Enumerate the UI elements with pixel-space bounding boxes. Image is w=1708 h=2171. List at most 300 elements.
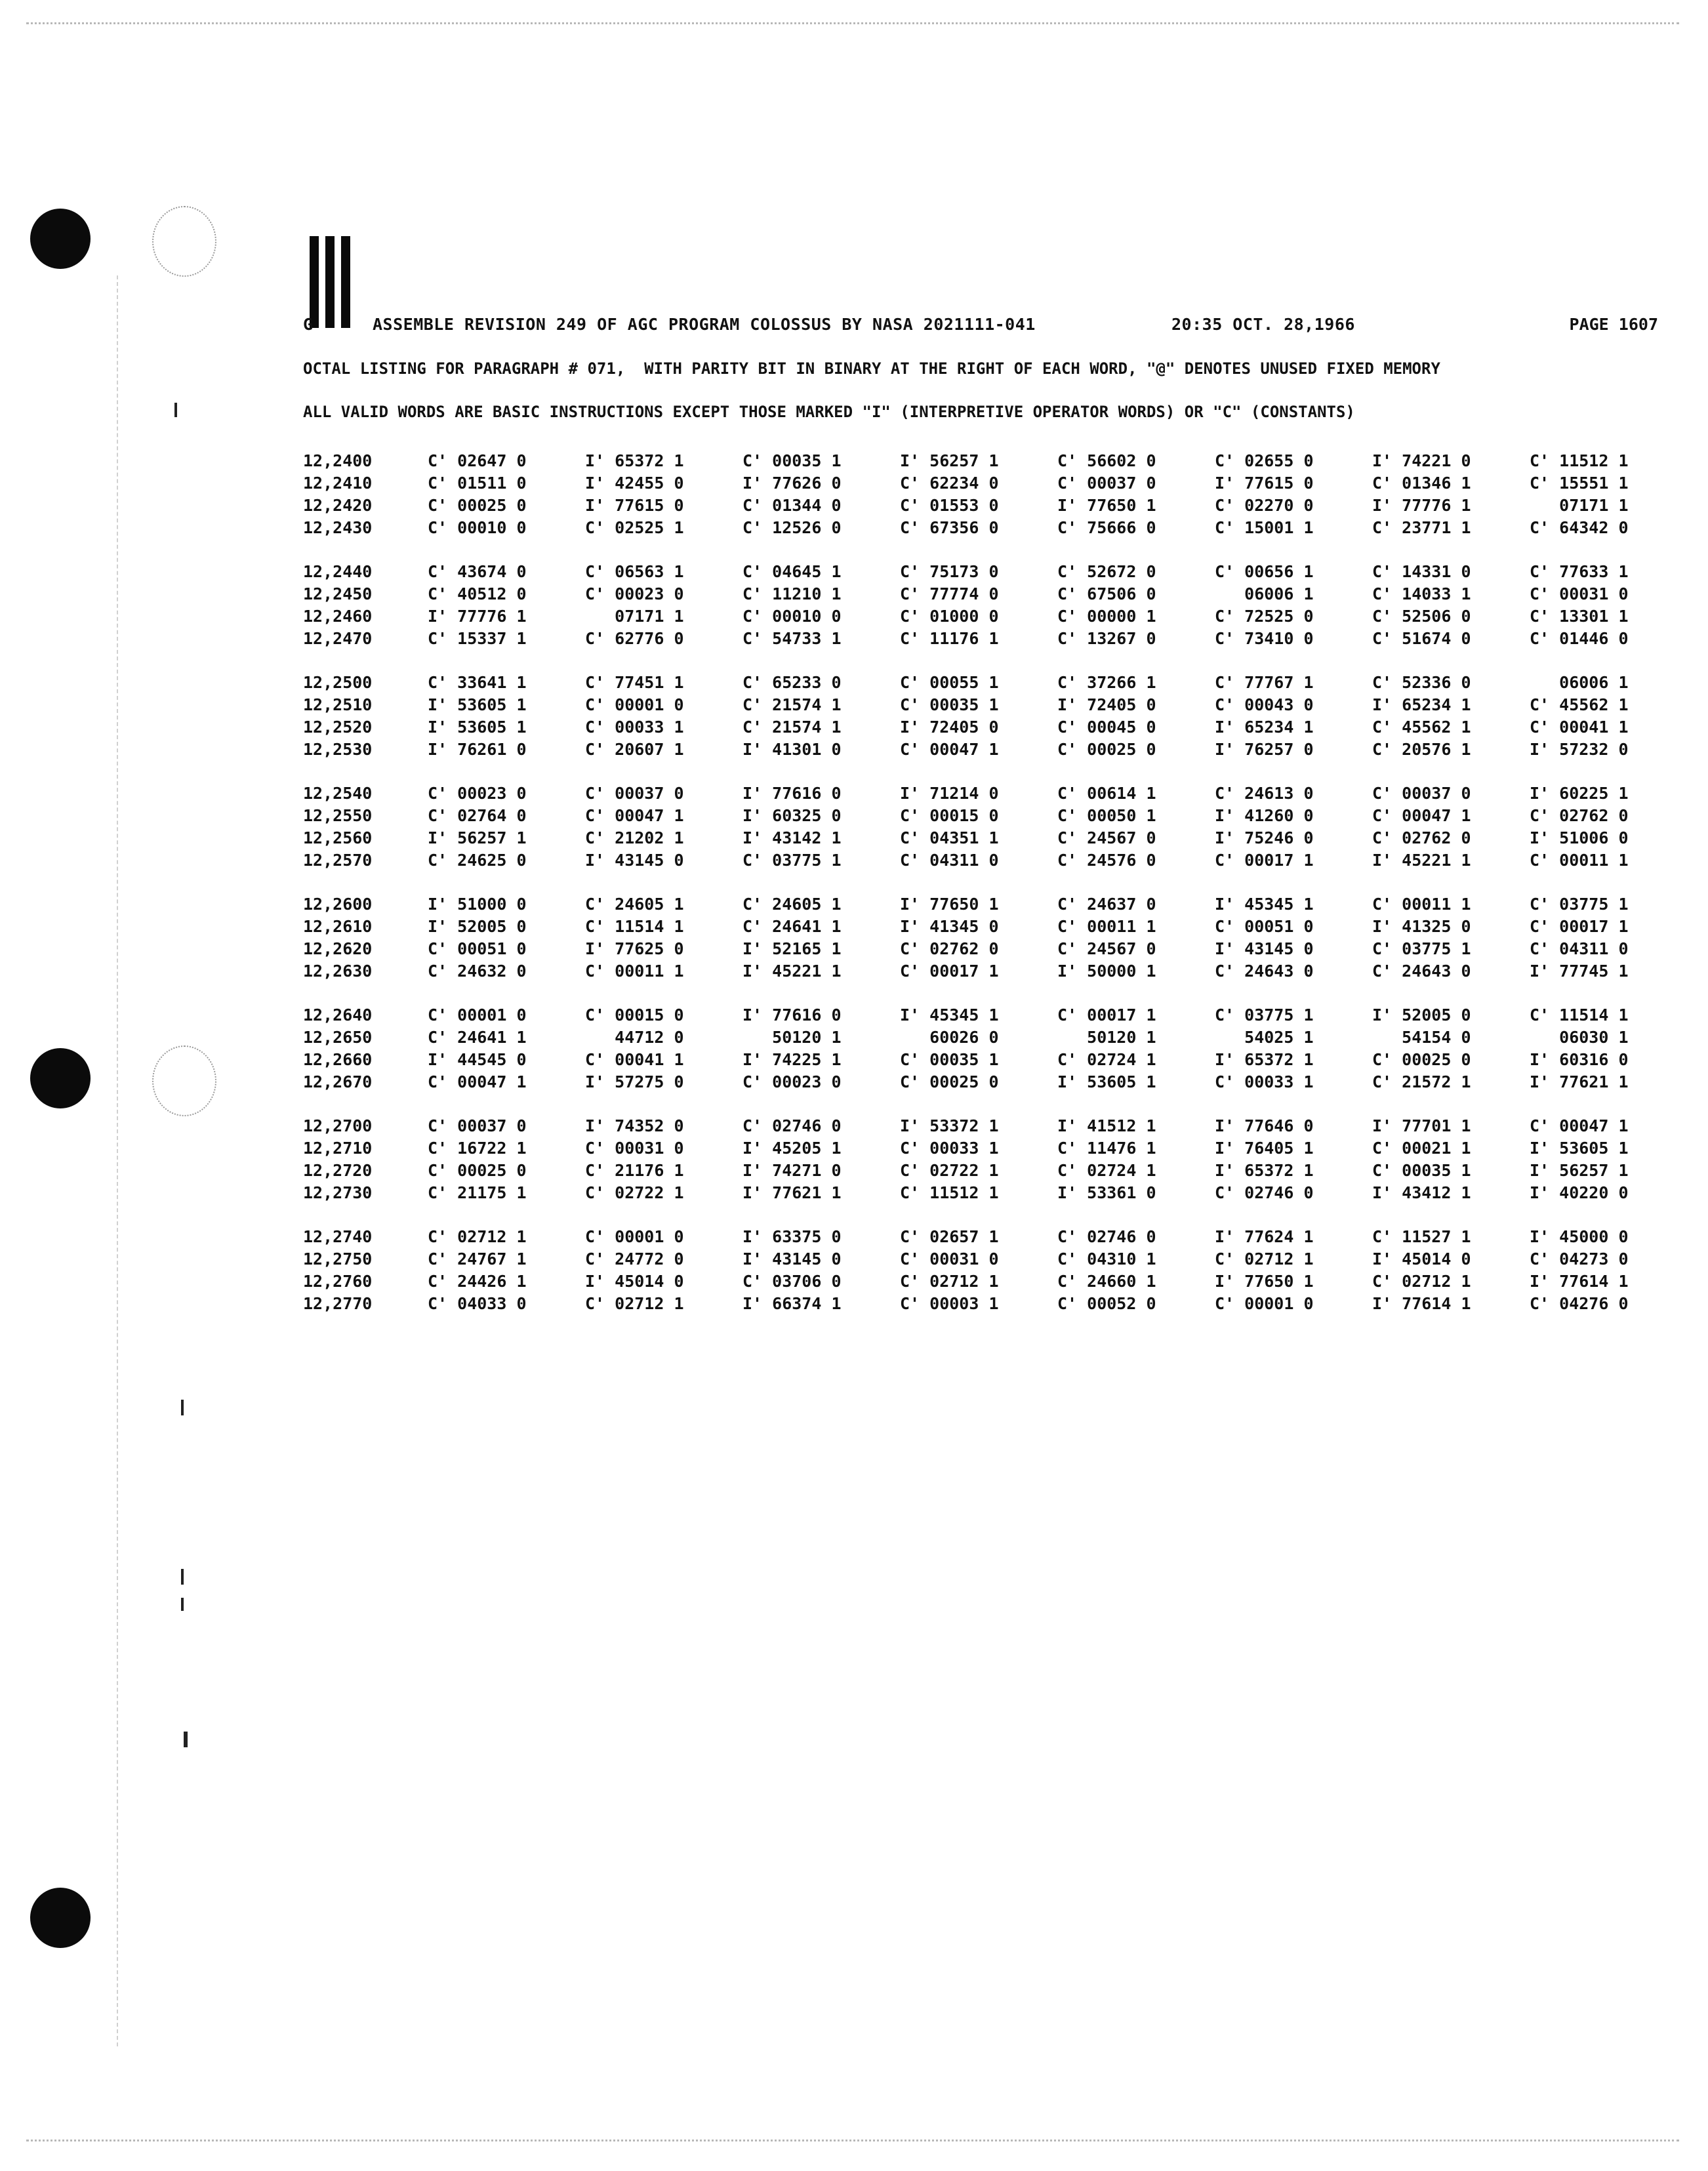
octal-word: C' 01344 0 bbox=[742, 496, 842, 515]
row-address: 12,2670 bbox=[303, 1072, 373, 1091]
octal-word: C' 73410 0 bbox=[1215, 629, 1314, 648]
octal-word: I' 53605 1 bbox=[428, 718, 527, 737]
octal-word: I' 45014 0 bbox=[1372, 1249, 1471, 1268]
octal-word: C' 00011 1 bbox=[585, 962, 684, 981]
octal-word: C' 11476 1 bbox=[1057, 1139, 1156, 1158]
margin-tick bbox=[181, 1598, 184, 1611]
octal-word: C' 01446 0 bbox=[1530, 629, 1629, 648]
octal-word: I' 77614 1 bbox=[1530, 1272, 1629, 1291]
octal-word: C' 00033 1 bbox=[900, 1139, 999, 1158]
octal-word: C' 01346 1 bbox=[1372, 474, 1471, 493]
octal-word: C' 14033 1 bbox=[1372, 584, 1471, 603]
octal-word: C' 12526 0 bbox=[742, 518, 842, 537]
octal-word: C' 00025 0 bbox=[1372, 1050, 1471, 1069]
octal-word: I' 51006 0 bbox=[1530, 828, 1629, 847]
octal-word: C' 00033 1 bbox=[585, 718, 684, 737]
octal-word: C' 00037 0 bbox=[1057, 474, 1156, 493]
row-address: 12,2630 bbox=[303, 962, 373, 981]
octal-word: 06030 1 bbox=[1530, 1028, 1629, 1047]
margin-tick bbox=[184, 1732, 188, 1747]
octal-word: C' 00055 1 bbox=[900, 673, 999, 692]
octal-word: C' 00047 1 bbox=[900, 740, 999, 759]
margin-tick bbox=[174, 403, 177, 417]
row-address: 12,2600 bbox=[303, 895, 373, 914]
octal-word: C' 24643 0 bbox=[1372, 962, 1471, 981]
binder-hole-middle bbox=[30, 1048, 91, 1108]
octal-word: C' 03706 0 bbox=[742, 1272, 842, 1291]
octal-word: 50120 1 bbox=[742, 1028, 842, 1047]
octal-word: I' 43145 0 bbox=[585, 851, 684, 870]
octal-word: C' 11512 1 bbox=[900, 1183, 999, 1202]
row-address: 12,2720 bbox=[303, 1161, 373, 1180]
octal-word: C' 13267 0 bbox=[1057, 629, 1156, 648]
row-address: 12,2430 bbox=[303, 518, 373, 537]
row-address: 12,2410 bbox=[303, 474, 373, 493]
octal-word: 54154 0 bbox=[1372, 1028, 1471, 1047]
margin-tick bbox=[181, 1400, 184, 1415]
octal-word: C' 00614 1 bbox=[1057, 784, 1156, 803]
scan-edge-top bbox=[26, 22, 1679, 24]
octal-word: C' 00052 0 bbox=[1057, 1294, 1156, 1313]
octal-word: I' 66374 1 bbox=[742, 1294, 842, 1313]
octal-word: 54025 1 bbox=[1215, 1028, 1314, 1047]
row-address: 12,2540 bbox=[303, 784, 373, 803]
row-address: 12,2570 bbox=[303, 851, 373, 870]
octal-word: C' 24613 0 bbox=[1215, 784, 1314, 803]
octal-word: I' 45345 1 bbox=[900, 1005, 999, 1025]
octal-word: C' 02746 0 bbox=[1057, 1227, 1156, 1246]
octal-word: C' 11514 1 bbox=[1530, 1005, 1629, 1025]
binder-hole-ghost-top bbox=[152, 206, 216, 277]
octal-word: C' 00015 0 bbox=[585, 1005, 684, 1025]
margin-tick bbox=[181, 1569, 184, 1585]
octal-word: I' 77616 0 bbox=[742, 1005, 842, 1025]
octal-word: I' 77621 1 bbox=[1530, 1072, 1629, 1091]
octal-word: I' 77776 1 bbox=[428, 607, 527, 626]
octal-word: C' 54733 1 bbox=[742, 629, 842, 648]
row-address: 12,2440 bbox=[303, 562, 373, 581]
octal-word: C' 24643 0 bbox=[1215, 962, 1314, 981]
octal-word: I' 41345 0 bbox=[900, 917, 999, 936]
octal-word: C' 04645 1 bbox=[742, 562, 842, 581]
octal-word: C' 51674 0 bbox=[1372, 629, 1471, 648]
octal-word: C' 00031 0 bbox=[585, 1139, 684, 1158]
octal-word: C' 00015 0 bbox=[900, 806, 999, 825]
octal-word: I' 53605 1 bbox=[428, 695, 527, 714]
octal-word: C' 00025 0 bbox=[428, 496, 527, 515]
octal-word: C' 21175 1 bbox=[428, 1183, 527, 1202]
octal-word: C' 11512 1 bbox=[1530, 451, 1629, 470]
octal-word: C' 24632 0 bbox=[428, 962, 527, 981]
octal-word: C' 00001 0 bbox=[585, 695, 684, 714]
octal-word: C' 01000 0 bbox=[900, 607, 999, 626]
octal-word: C' 64342 0 bbox=[1530, 518, 1629, 537]
row-address: 12,2760 bbox=[303, 1272, 373, 1291]
octal-word: I' 60316 0 bbox=[1530, 1050, 1629, 1069]
octal-word: I' 65234 1 bbox=[1372, 695, 1471, 714]
row-address: 12,2700 bbox=[303, 1116, 373, 1135]
octal-word: C' 04273 0 bbox=[1530, 1249, 1629, 1268]
octal-word: C' 24625 0 bbox=[428, 851, 527, 870]
octal-word: C' 77767 1 bbox=[1215, 673, 1314, 692]
octal-word: C' 04351 1 bbox=[900, 828, 999, 847]
octal-word: C' 02746 0 bbox=[742, 1116, 842, 1135]
octal-word: I' 52165 1 bbox=[742, 939, 842, 958]
octal-word: C' 00017 1 bbox=[1215, 851, 1314, 870]
octal-word: I' 45345 1 bbox=[1215, 895, 1314, 914]
octal-word: C' 00025 0 bbox=[428, 1161, 527, 1180]
octal-word: C' 02655 0 bbox=[1215, 451, 1314, 470]
octal-word: I' 77614 1 bbox=[1372, 1294, 1471, 1313]
octal-word: I' 77650 1 bbox=[900, 895, 999, 914]
octal-word: I' 65372 1 bbox=[585, 451, 684, 470]
octal-word: C' 02746 0 bbox=[1215, 1183, 1314, 1202]
octal-word: C' 67356 0 bbox=[900, 518, 999, 537]
octal-word: I' 51000 0 bbox=[428, 895, 527, 914]
octal-word: I' 77701 1 bbox=[1372, 1116, 1471, 1135]
row-address: 12,2610 bbox=[303, 917, 373, 936]
row-address: 12,2750 bbox=[303, 1249, 373, 1268]
octal-word: C' 24641 1 bbox=[742, 917, 842, 936]
binder-hole-top bbox=[30, 209, 91, 269]
octal-word: C' 23771 1 bbox=[1372, 518, 1471, 537]
octal-word: C' 00003 1 bbox=[900, 1294, 999, 1313]
octal-word: C' 02722 1 bbox=[900, 1161, 999, 1180]
octal-word: 06006 1 bbox=[1215, 584, 1314, 603]
octal-word: I' 45221 1 bbox=[1372, 851, 1471, 870]
octal-word: C' 02762 0 bbox=[1530, 806, 1629, 825]
octal-word: C' 14331 0 bbox=[1372, 562, 1471, 581]
octal-word: C' 24605 1 bbox=[742, 895, 842, 914]
octal-word: C' 02712 1 bbox=[900, 1272, 999, 1291]
octal-word: C' 24641 1 bbox=[428, 1028, 527, 1047]
octal-word: C' 00047 1 bbox=[428, 1072, 527, 1091]
octal-word: 60026 0 bbox=[900, 1028, 999, 1047]
octal-word: C' 00037 0 bbox=[585, 784, 684, 803]
octal-word: C' 00021 1 bbox=[1372, 1139, 1471, 1158]
binder-margin bbox=[117, 275, 118, 2046]
octal-word: 50120 1 bbox=[1057, 1028, 1156, 1047]
octal-word: C' 03775 1 bbox=[1215, 1005, 1314, 1025]
octal-word: I' 77646 0 bbox=[1215, 1116, 1314, 1135]
octal-word: I' 53605 1 bbox=[1057, 1072, 1156, 1091]
octal-word: I' 57232 0 bbox=[1530, 740, 1629, 759]
octal-word: I' 56257 1 bbox=[900, 451, 999, 470]
octal-word: C' 00025 0 bbox=[1057, 740, 1156, 759]
octal-word: C' 24567 0 bbox=[1057, 939, 1156, 958]
octal-word: C' 65233 0 bbox=[742, 673, 842, 692]
row-address: 12,2530 bbox=[303, 740, 373, 759]
octal-word: I' 42455 0 bbox=[585, 474, 684, 493]
octal-word: C' 72525 0 bbox=[1215, 607, 1314, 626]
octal-word: C' 24767 1 bbox=[428, 1249, 527, 1268]
page-number: PAGE 1607 bbox=[1569, 315, 1658, 334]
octal-word: I' 76257 0 bbox=[1215, 740, 1314, 759]
octal-word: C' 02762 0 bbox=[900, 939, 999, 958]
octal-word: C' 00017 1 bbox=[1530, 917, 1629, 936]
octal-word: C' 02724 1 bbox=[1057, 1050, 1156, 1069]
octal-word: C' 21202 1 bbox=[585, 828, 684, 847]
octal-word: C' 00031 0 bbox=[1530, 584, 1629, 603]
octal-word: C' 00035 1 bbox=[900, 1050, 999, 1069]
octal-word: C' 40512 0 bbox=[428, 584, 527, 603]
row-address: 12,2500 bbox=[303, 673, 373, 692]
octal-word: C' 00041 1 bbox=[585, 1050, 684, 1069]
octal-word: I' 77616 0 bbox=[742, 784, 842, 803]
scan-edge-bottom bbox=[26, 2140, 1679, 2141]
octal-word: C' 01553 0 bbox=[900, 496, 999, 515]
row-address: 12,2520 bbox=[303, 718, 373, 737]
row-address: 12,2510 bbox=[303, 695, 373, 714]
octal-word: C' 02270 0 bbox=[1215, 496, 1314, 515]
octal-word: I' 41325 0 bbox=[1372, 917, 1471, 936]
octal-word: C' 02712 1 bbox=[585, 1294, 684, 1313]
octal-word: C' 00001 0 bbox=[585, 1227, 684, 1246]
row-address: 12,2420 bbox=[303, 496, 373, 515]
row-address: 12,2740 bbox=[303, 1227, 373, 1246]
octal-word: I' 43142 1 bbox=[742, 828, 842, 847]
octal-word: C' 00023 0 bbox=[585, 584, 684, 603]
octal-word: I' 45205 1 bbox=[742, 1139, 842, 1158]
row-address: 12,2550 bbox=[303, 806, 373, 825]
octal-word: C' 13301 1 bbox=[1530, 607, 1629, 626]
octal-word: I' 44545 0 bbox=[428, 1050, 527, 1069]
octal-word: I' 43145 0 bbox=[742, 1249, 842, 1268]
octal-word: I' 60225 1 bbox=[1530, 784, 1629, 803]
octal-word: I' 41260 0 bbox=[1215, 806, 1314, 825]
octal-word: C' 11176 1 bbox=[900, 629, 999, 648]
octal-word: C' 00011 1 bbox=[1372, 895, 1471, 914]
octal-word: C' 00031 0 bbox=[900, 1249, 999, 1268]
octal-word: I' 50000 1 bbox=[1057, 962, 1156, 981]
octal-word: C' 24637 0 bbox=[1057, 895, 1156, 914]
octal-word: I' 40220 0 bbox=[1530, 1183, 1629, 1202]
octal-word: C' 00035 1 bbox=[1372, 1161, 1471, 1180]
octal-word: I' 77650 1 bbox=[1057, 496, 1156, 515]
octal-word: I' 41301 0 bbox=[742, 740, 842, 759]
octal-word: C' 00001 0 bbox=[1215, 1294, 1314, 1313]
octal-word: I' 56257 1 bbox=[428, 828, 527, 847]
octal-word: I' 43412 1 bbox=[1372, 1183, 1471, 1202]
octal-word: C' 00033 1 bbox=[1215, 1072, 1314, 1091]
octal-word: I' 76405 1 bbox=[1215, 1139, 1314, 1158]
octal-word: I' 71214 0 bbox=[900, 784, 999, 803]
octal-word: I' 77615 0 bbox=[1215, 474, 1314, 493]
octal-word: C' 00023 0 bbox=[742, 1072, 842, 1091]
octal-word: I' 45221 1 bbox=[742, 962, 842, 981]
octal-word: C' 00656 1 bbox=[1215, 562, 1314, 581]
octal-word: C' 52506 0 bbox=[1372, 607, 1471, 626]
octal-word: C' 00011 1 bbox=[1530, 851, 1629, 870]
octal-word: C' 00037 0 bbox=[1372, 784, 1471, 803]
marker-bars bbox=[310, 236, 352, 328]
octal-word: I' 77615 0 bbox=[585, 496, 684, 515]
octal-word: C' 24567 0 bbox=[1057, 828, 1156, 847]
octal-word: C' 15551 1 bbox=[1530, 474, 1629, 493]
octal-word: C' 00051 0 bbox=[428, 939, 527, 958]
octal-word: C' 02712 1 bbox=[1215, 1249, 1314, 1268]
binder-hole-ghost-middle bbox=[152, 1045, 216, 1116]
octal-word: C' 04310 1 bbox=[1057, 1249, 1156, 1268]
binder-hole-bottom bbox=[30, 1888, 91, 1948]
row-address: 12,2710 bbox=[303, 1139, 373, 1158]
row-address: 12,2730 bbox=[303, 1183, 373, 1202]
octal-word: C' 45562 1 bbox=[1530, 695, 1629, 714]
octal-word: I' 72405 0 bbox=[900, 718, 999, 737]
octal-word: I' 74221 0 bbox=[1372, 451, 1471, 470]
octal-word: C' 24605 1 bbox=[585, 895, 684, 914]
octal-word: I' 65234 1 bbox=[1215, 718, 1314, 737]
octal-word: I' 56257 1 bbox=[1530, 1161, 1629, 1180]
octal-word: C' 02722 1 bbox=[585, 1183, 684, 1202]
octal-word: I' 74271 0 bbox=[742, 1161, 842, 1180]
octal-word: C' 20607 1 bbox=[585, 740, 684, 759]
header-title: ASSEMBLE REVISION 249 OF AGC PROGRAM COLOSSUS BY NASA 2021111-041 bbox=[373, 315, 1036, 334]
octal-word: I' 63375 0 bbox=[742, 1227, 842, 1246]
octal-word: C' 45562 1 bbox=[1372, 718, 1471, 737]
octal-word: C' 33641 1 bbox=[428, 673, 527, 692]
octal-word: C' 00047 1 bbox=[1530, 1116, 1629, 1135]
octal-word: C' 21572 1 bbox=[1372, 1072, 1471, 1091]
octal-word: C' 21176 1 bbox=[585, 1161, 684, 1180]
octal-word: C' 24426 1 bbox=[428, 1272, 527, 1291]
octal-word: C' 11514 1 bbox=[585, 917, 684, 936]
octal-word: C' 16722 1 bbox=[428, 1139, 527, 1158]
octal-word: C' 21574 1 bbox=[742, 718, 842, 737]
octal-word: I' 65372 1 bbox=[1215, 1161, 1314, 1180]
octal-word: I' 76261 0 bbox=[428, 740, 527, 759]
octal-word: C' 00025 0 bbox=[900, 1072, 999, 1091]
octal-word: C' 00050 1 bbox=[1057, 806, 1156, 825]
octal-word: I' 77745 1 bbox=[1530, 962, 1629, 981]
octal-word: C' 21574 1 bbox=[742, 695, 842, 714]
octal-word: 06006 1 bbox=[1530, 673, 1629, 692]
octal-word: C' 00023 0 bbox=[428, 784, 527, 803]
row-address: 12,2640 bbox=[303, 1005, 373, 1025]
octal-word: C' 00017 1 bbox=[900, 962, 999, 981]
octal-word: C' 00017 1 bbox=[1057, 1005, 1156, 1025]
octal-word: C' 00011 1 bbox=[1057, 917, 1156, 936]
row-address: 12,2400 bbox=[303, 451, 373, 470]
octal-word: C' 75173 0 bbox=[900, 562, 999, 581]
octal-word: I' 45000 0 bbox=[1530, 1227, 1629, 1246]
row-address: 12,2770 bbox=[303, 1294, 373, 1313]
octal-word: C' 56602 0 bbox=[1057, 451, 1156, 470]
octal-word: C' 03775 1 bbox=[1530, 895, 1629, 914]
octal-word: C' 43674 0 bbox=[428, 562, 527, 581]
octal-word: C' 00035 1 bbox=[742, 451, 842, 470]
octal-word: I' 77626 0 bbox=[742, 474, 842, 493]
octal-word: I' 75246 0 bbox=[1215, 828, 1314, 847]
octal-word: C' 03775 1 bbox=[1372, 939, 1471, 958]
octal-word: I' 45014 0 bbox=[585, 1272, 684, 1291]
octal-word: 44712 0 bbox=[585, 1028, 684, 1047]
octal-word: I' 41512 1 bbox=[1057, 1116, 1156, 1135]
octal-word: C' 00043 0 bbox=[1215, 695, 1314, 714]
octal-word: C' 02724 1 bbox=[1057, 1161, 1156, 1180]
octal-word: C' 01511 0 bbox=[428, 474, 527, 493]
listing-description: OCTAL LISTING FOR PARAGRAPH # 071, WITH PARITY BIT IN BINARY AT THE RIGHT OF EACH WORD, "@" DENOTES UNUSED FIXED MEMORY bbox=[303, 359, 1440, 378]
octal-word: I' 74225 1 bbox=[742, 1050, 842, 1069]
octal-word: C' 15337 1 bbox=[428, 629, 527, 648]
octal-word: C' 04276 0 bbox=[1530, 1294, 1629, 1313]
octal-word: C' 00051 0 bbox=[1215, 917, 1314, 936]
octal-word: C' 04311 0 bbox=[1530, 939, 1629, 958]
octal-word: I' 72405 0 bbox=[1057, 695, 1156, 714]
octal-word: C' 02712 1 bbox=[1372, 1272, 1471, 1291]
octal-word: C' 77774 0 bbox=[900, 584, 999, 603]
octal-word: C' 00010 0 bbox=[742, 607, 842, 626]
octal-word: C' 00035 1 bbox=[900, 695, 999, 714]
octal-word: C' 11527 1 bbox=[1372, 1227, 1471, 1246]
octal-word: C' 02764 0 bbox=[428, 806, 527, 825]
octal-word: I' 77776 1 bbox=[1372, 496, 1471, 515]
octal-word: C' 00047 1 bbox=[585, 806, 684, 825]
octal-word: C' 00010 0 bbox=[428, 518, 527, 537]
octal-word: C' 02525 1 bbox=[585, 518, 684, 537]
row-address: 12,2660 bbox=[303, 1050, 373, 1069]
octal-word: I' 77624 1 bbox=[1215, 1227, 1314, 1246]
row-address: 12,2450 bbox=[303, 584, 373, 603]
header-timestamp: 20:35 OCT. 28,1966 bbox=[1171, 315, 1355, 334]
octal-word: I' 57275 0 bbox=[585, 1072, 684, 1091]
octal-word: I' 43145 0 bbox=[1215, 939, 1314, 958]
octal-word: C' 02712 1 bbox=[428, 1227, 527, 1246]
octal-word: C' 00041 1 bbox=[1530, 718, 1629, 737]
octal-word: 07171 1 bbox=[585, 607, 684, 626]
octal-word: I' 77621 1 bbox=[742, 1183, 842, 1202]
octal-word: C' 02657 1 bbox=[900, 1227, 999, 1246]
row-address: 12,2620 bbox=[303, 939, 373, 958]
octal-word: C' 24576 0 bbox=[1057, 851, 1156, 870]
octal-word: I' 53605 1 bbox=[1530, 1139, 1629, 1158]
octal-word: C' 00000 1 bbox=[1057, 607, 1156, 626]
octal-word: C' 52672 0 bbox=[1057, 562, 1156, 581]
octal-word: C' 62234 0 bbox=[900, 474, 999, 493]
row-address: 12,2470 bbox=[303, 629, 373, 648]
octal-word: C' 02647 0 bbox=[428, 451, 527, 470]
octal-word: C' 15001 1 bbox=[1215, 518, 1314, 537]
octal-word: C' 24772 0 bbox=[585, 1249, 684, 1268]
octal-word: C' 77633 1 bbox=[1530, 562, 1629, 581]
octal-word: I' 65372 1 bbox=[1215, 1050, 1314, 1069]
octal-word: C' 04311 0 bbox=[900, 851, 999, 870]
octal-word: I' 53361 0 bbox=[1057, 1183, 1156, 1202]
octal-word: C' 77451 1 bbox=[585, 673, 684, 692]
listing-legend: ALL VALID WORDS ARE BASIC INSTRUCTIONS EXCEPT THOSE MARKED "I" (INTERPRETIVE OPERATOR WORDS) OR "C" (CONSTANTS) bbox=[303, 403, 1355, 421]
octal-word: C' 00037 0 bbox=[428, 1116, 527, 1135]
octal-word: 07171 1 bbox=[1530, 496, 1629, 515]
octal-word: C' 75666 0 bbox=[1057, 518, 1156, 537]
octal-word: C' 00001 0 bbox=[428, 1005, 527, 1025]
header-mark: G bbox=[303, 315, 314, 334]
octal-word: C' 06563 1 bbox=[585, 562, 684, 581]
octal-word: C' 04033 0 bbox=[428, 1294, 527, 1313]
row-address: 12,2460 bbox=[303, 607, 373, 626]
octal-word: C' 00045 0 bbox=[1057, 718, 1156, 737]
octal-word: I' 52005 0 bbox=[428, 917, 527, 936]
octal-word: I' 53372 1 bbox=[900, 1116, 999, 1135]
octal-word: I' 60325 0 bbox=[742, 806, 842, 825]
octal-word: C' 62776 0 bbox=[585, 629, 684, 648]
octal-word: I' 74352 0 bbox=[585, 1116, 684, 1135]
octal-word: C' 20576 1 bbox=[1372, 740, 1471, 759]
row-address: 12,2650 bbox=[303, 1028, 373, 1047]
octal-word: C' 03775 1 bbox=[742, 851, 842, 870]
octal-word: C' 37266 1 bbox=[1057, 673, 1156, 692]
octal-word: I' 52005 0 bbox=[1372, 1005, 1471, 1025]
octal-word: C' 11210 1 bbox=[742, 584, 842, 603]
